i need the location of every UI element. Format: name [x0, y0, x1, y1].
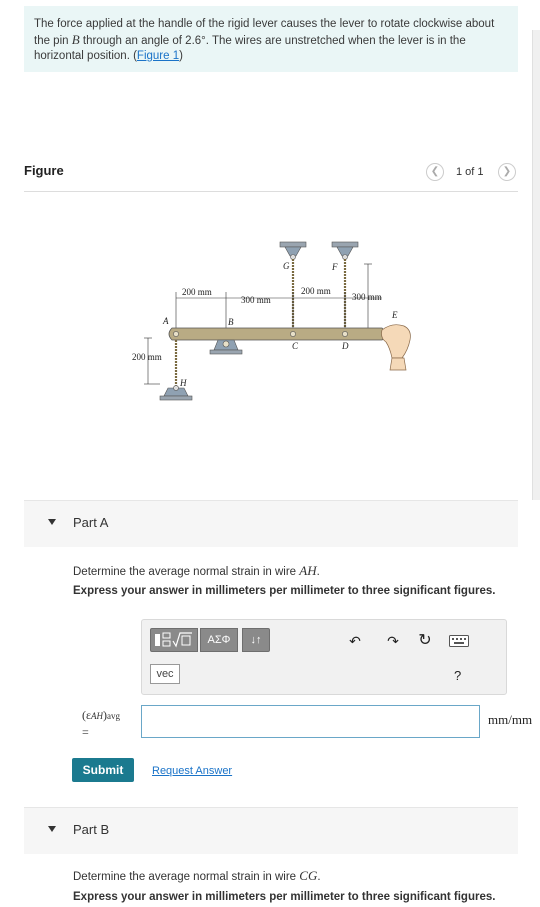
undo-icon[interactable]: ↶: [349, 633, 361, 649]
part-b-instruction: Express your answer in millimeters per millimeter to three significant figures.: [73, 891, 496, 903]
point-label-g: G: [283, 261, 290, 271]
divider: [24, 191, 518, 192]
lever-bar: [169, 328, 386, 340]
part-b-label: Part B: [73, 822, 110, 837]
fraction-sqrt-template-icon[interactable]: [150, 628, 198, 652]
math-toolbar: [141, 619, 507, 695]
pager-text: 1 of 1: [456, 166, 484, 178]
wire-variable: AH: [299, 563, 317, 578]
part-b-question: Determine the average normal strain in wire CG.: [73, 868, 321, 883]
dim-label-3: 200 mm: [301, 286, 331, 296]
reset-icon[interactable]: ↻: [418, 632, 432, 649]
pin-support-b: [210, 340, 242, 354]
chevron-right-icon[interactable]: ❯: [498, 163, 516, 181]
wire-variable: CG: [299, 868, 318, 883]
answer-input[interactable]: [141, 705, 480, 738]
part-b-header[interactable]: [24, 807, 518, 854]
greek-symbols-button[interactable]: ΑΣΦ: [200, 628, 238, 652]
sort-button[interactable]: ↓↑: [242, 628, 270, 652]
intro-text-2: through an angle of 2.6°. The wires are unstretched when the lever is in the horizontal position. (: [34, 35, 466, 62]
hand-icon: [382, 325, 411, 370]
ceiling-support-f: [332, 242, 358, 260]
collapse-triangle-icon: [48, 519, 56, 525]
figure-heading: Figure: [24, 163, 64, 178]
redo-icon[interactable]: ↷: [387, 633, 399, 649]
floor-support-h: [160, 386, 192, 401]
point-label-h: H: [180, 378, 187, 388]
figure-pager: [426, 163, 518, 183]
part-a-instruction: Express your answer in millimeters per millimeter to three significant figures.: [73, 585, 496, 597]
vec-button[interactable]: vec: [150, 664, 180, 684]
pin-variable: B: [71, 32, 80, 47]
dim-label-5: 200 mm: [132, 352, 162, 362]
answer-label: (εAH)avg =: [82, 708, 121, 739]
intro-text-1: The force applied at the handle of the rigid lever causes the lever to rotate clockwise about the pin: [34, 18, 495, 47]
part-a-label: Part A: [73, 515, 109, 530]
problem-statement: [24, 6, 518, 72]
unit-label: mm/mm: [488, 712, 533, 727]
chevron-left-icon[interactable]: ❮: [426, 163, 444, 181]
point-label-d: D: [342, 341, 349, 351]
point-label-a: A: [163, 316, 169, 326]
part-a-question: Determine the average normal strain in wire AH.: [73, 563, 320, 578]
point-label-f: F: [332, 262, 338, 272]
help-button[interactable]: ?: [454, 668, 462, 683]
point-label-b: B: [228, 317, 234, 327]
dim-label-4: 300 mm: [352, 292, 382, 302]
dim-label-2: 300 mm: [241, 295, 271, 305]
point-label-c: C: [292, 341, 299, 351]
ceiling-support-g: [280, 242, 306, 260]
request-answer-link[interactable]: Request Answer: [152, 765, 233, 777]
part-a-header[interactable]: [24, 500, 518, 547]
keyboard-icon[interactable]: [448, 632, 470, 650]
scrollbar[interactable]: [532, 30, 540, 500]
intro-text-3: ): [179, 50, 183, 62]
submit-button[interactable]: Submit: [72, 758, 134, 782]
dim-label-1: 200 mm: [182, 287, 212, 297]
toolbar-button-group: [150, 628, 270, 652]
figure-link[interactable]: Figure 1: [136, 50, 180, 62]
lever-diagram: [120, 236, 420, 406]
point-label-e: E: [392, 310, 398, 320]
collapse-triangle-icon: [48, 826, 56, 832]
dimension-lines: [144, 264, 382, 384]
